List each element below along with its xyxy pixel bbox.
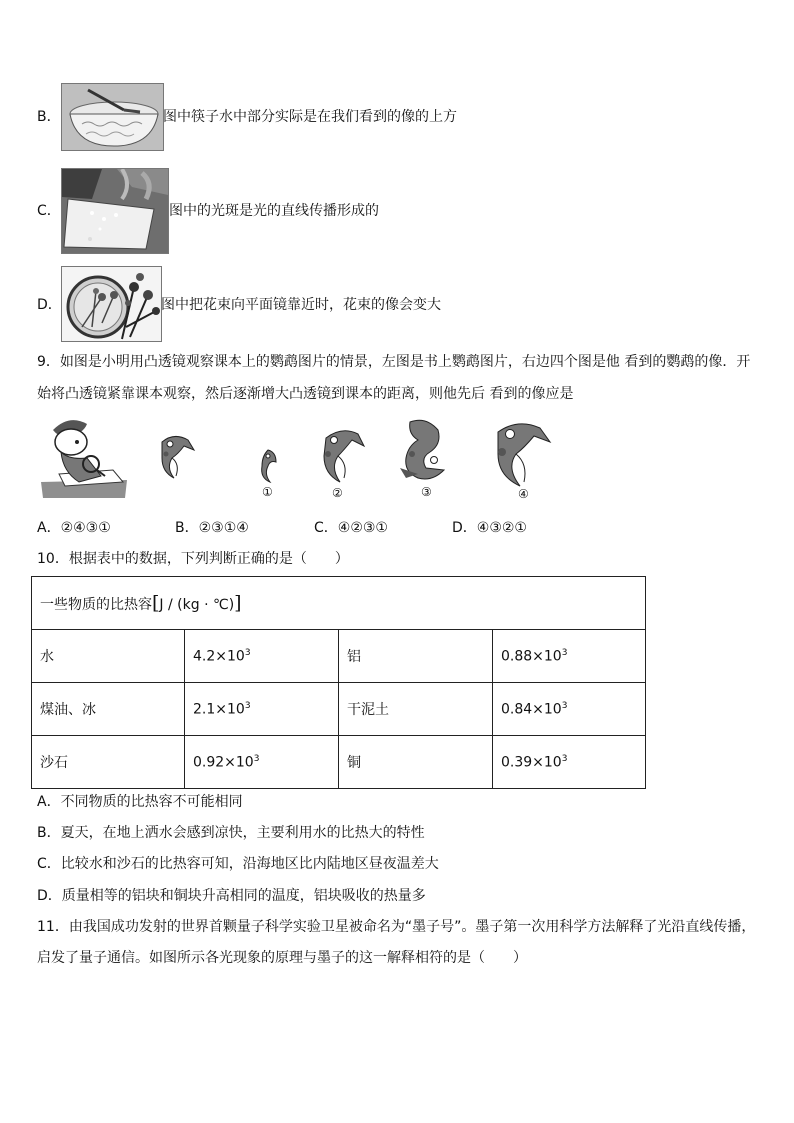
q9-option-b: B．②③①④ — [175, 520, 249, 536]
material-cell: 铝 — [339, 630, 493, 683]
boy-with-lens-illustration — [39, 412, 129, 499]
value-cell: $0.92\times 10^3$ — [185, 736, 339, 789]
parrot-book-picture — [158, 432, 196, 480]
material-cell: 沙石 — [32, 736, 185, 789]
image-2-label: ② — [332, 486, 343, 500]
value-cell: $4.2\times 10^3$ — [185, 630, 339, 683]
table-row — [32, 683, 646, 736]
specific-heat-table — [31, 576, 646, 789]
parrot-image-4 — [492, 418, 552, 488]
q10-option-b: B．夏天，在地上洒水会感到凉快，主要利用水的比热大的特性 — [37, 825, 425, 841]
material-cell: 水 — [32, 630, 185, 683]
image-4-label: ④ — [518, 487, 529, 501]
table-unit: J / (kg · ℃) — [159, 597, 235, 613]
q9-line1: 9．如图是小明用凸透镜观察课本上的鹦鹉图片的情景，左图是书上鹦鹉图片，右边四个图是他 看到的鹦鹉的像．开 — [37, 354, 751, 370]
q10-stem: 10．根据表中的数据，下列判断正确的是（ ） — [37, 551, 349, 567]
q9-option-d: D．④③②① — [452, 520, 527, 536]
q11-line1: 11．由我国成功发射的世界首颗量子科学实验卫星被命名为“墨子号”。墨子第一次用科学方法解释了光沿直线传播， — [37, 919, 756, 935]
value-cell: $0.88\times 10^3$ — [493, 630, 646, 683]
light-spot-photo — [61, 168, 169, 254]
q11-line2: 启发了量子通信。如图所示各光现象的原理与墨子的这一解释相符的是（ ） — [37, 950, 527, 966]
value-cell: $0.39\times 10^3$ — [493, 736, 646, 789]
table-row — [32, 736, 646, 789]
option-d-text: 图中把花束向平面镜靠近时，花束的像会变大 — [161, 297, 441, 313]
chopsticks-bowl-photo — [61, 83, 164, 151]
q9-option-a: A．②④③① — [37, 520, 111, 536]
option-d-label: D． — [37, 297, 62, 313]
q10-option-c: C．比较水和沙石的比热容可知，沿海地区比内陆地区昼夜温差大 — [37, 856, 439, 872]
value-cell: $2.1\times 10^3$ — [185, 683, 339, 736]
q9-option-c: C．④②③① — [314, 520, 388, 536]
option-c-text: 图中的光斑是光的直线传播形成的 — [169, 203, 379, 219]
parrot-image-1 — [258, 448, 280, 486]
option-c-label: C． — [37, 203, 61, 219]
material-cell: 干泥土 — [339, 683, 493, 736]
table-title-row — [32, 577, 646, 630]
q9-line2: 始将凸透镜紧靠课本观察，然后逐渐增大凸透镜到课本的距离，则他先后 看到的像应是 — [37, 386, 574, 402]
option-b-text: 图中筷子水中部分实际是在我们看到的像的上方 — [163, 109, 457, 125]
table-title: 一些物质的比热容 — [40, 597, 152, 613]
q10-option-d: D．质量相等的铝块和铜块升高相同的温度，铝块吸收的热量多 — [37, 888, 426, 904]
value-cell: $0.84\times 10^3$ — [493, 683, 646, 736]
material-cell: 铜 — [339, 736, 493, 789]
parrot-image-2 — [320, 426, 366, 484]
table-title-cell: 一些物质的比热容[J / (kg · ℃)] — [32, 577, 646, 630]
option-b-label: B． — [37, 109, 61, 125]
image-1-label: ① — [262, 485, 273, 499]
flower-mirror-photo — [61, 266, 162, 342]
parrot-image-3 — [398, 418, 448, 484]
table-row — [32, 630, 646, 683]
material-cell: 煤油、冰 — [32, 683, 185, 736]
q10-option-a: A．不同物质的比热容不可能相同 — [37, 794, 243, 810]
image-3-label: ③ — [421, 485, 432, 499]
